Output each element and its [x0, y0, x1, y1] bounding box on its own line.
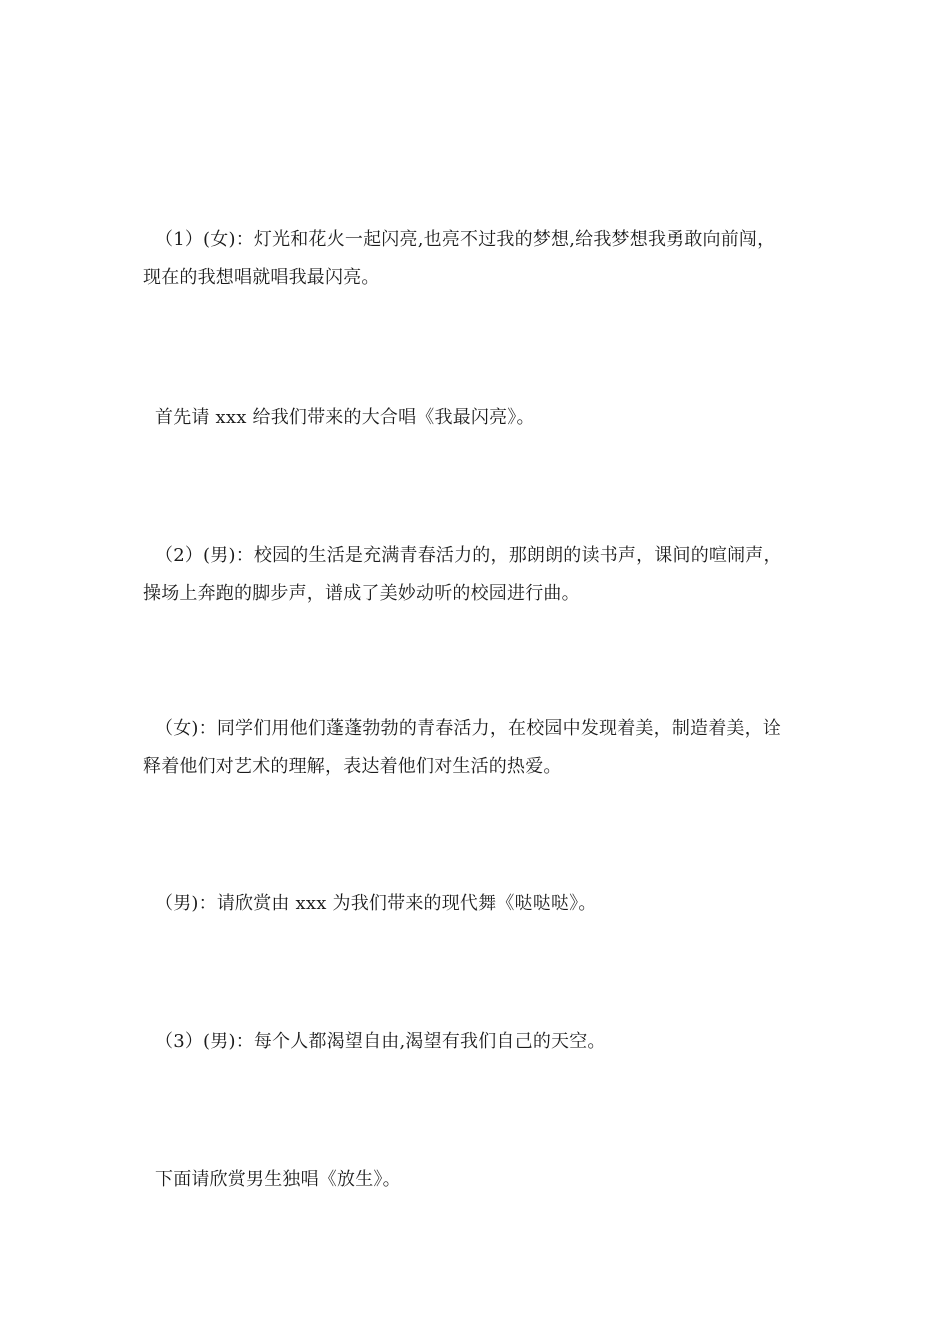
paragraph-line: （2）(男)：校园的生活是充满青春活力的，那朗朗的读书声，课间的喧闹声，	[155, 545, 782, 566]
paragraph-7	[143, 1161, 825, 1199]
paragraph-line: （3）(男)：每个人都渴望自由,渴望有我们自己的天空。	[155, 1031, 606, 1052]
paragraph-line: 操场上奔跑的脚步声，谱成了美妙动听的校园进行曲。	[143, 583, 580, 604]
paragraph-4	[143, 710, 825, 786]
paragraph-6	[143, 1023, 825, 1061]
paragraph-line: （男)：请欣赏由 xxx 为我们带来的现代舞《哒哒哒》。	[155, 893, 597, 914]
paragraph-line: 现在的我想唱就唱我最闪亮。	[143, 267, 380, 288]
paragraph-line: （女)：同学们用他们蓬蓬勃勃的青春活力，在校园中发现着美，制造着美，诠	[155, 718, 782, 739]
paragraph-2	[143, 399, 825, 437]
paragraph-line: 释着他们对艺术的理解，表达着他们对生活的热爱。	[143, 756, 562, 777]
paragraph-3	[143, 537, 825, 613]
paragraph-line: 下面请欣赏男生独唱《放生》。	[155, 1169, 401, 1190]
paragraph-5	[143, 885, 825, 923]
paragraph-line: （1）(女)：灯光和花火一起闪亮,也亮不过我的梦想,给我梦想我勇敢向前闯，	[155, 229, 776, 250]
paragraph-line: 首先请 xxx 给我们带来的大合唱《我最闪亮》。	[155, 407, 535, 428]
paragraph-1	[143, 221, 825, 297]
